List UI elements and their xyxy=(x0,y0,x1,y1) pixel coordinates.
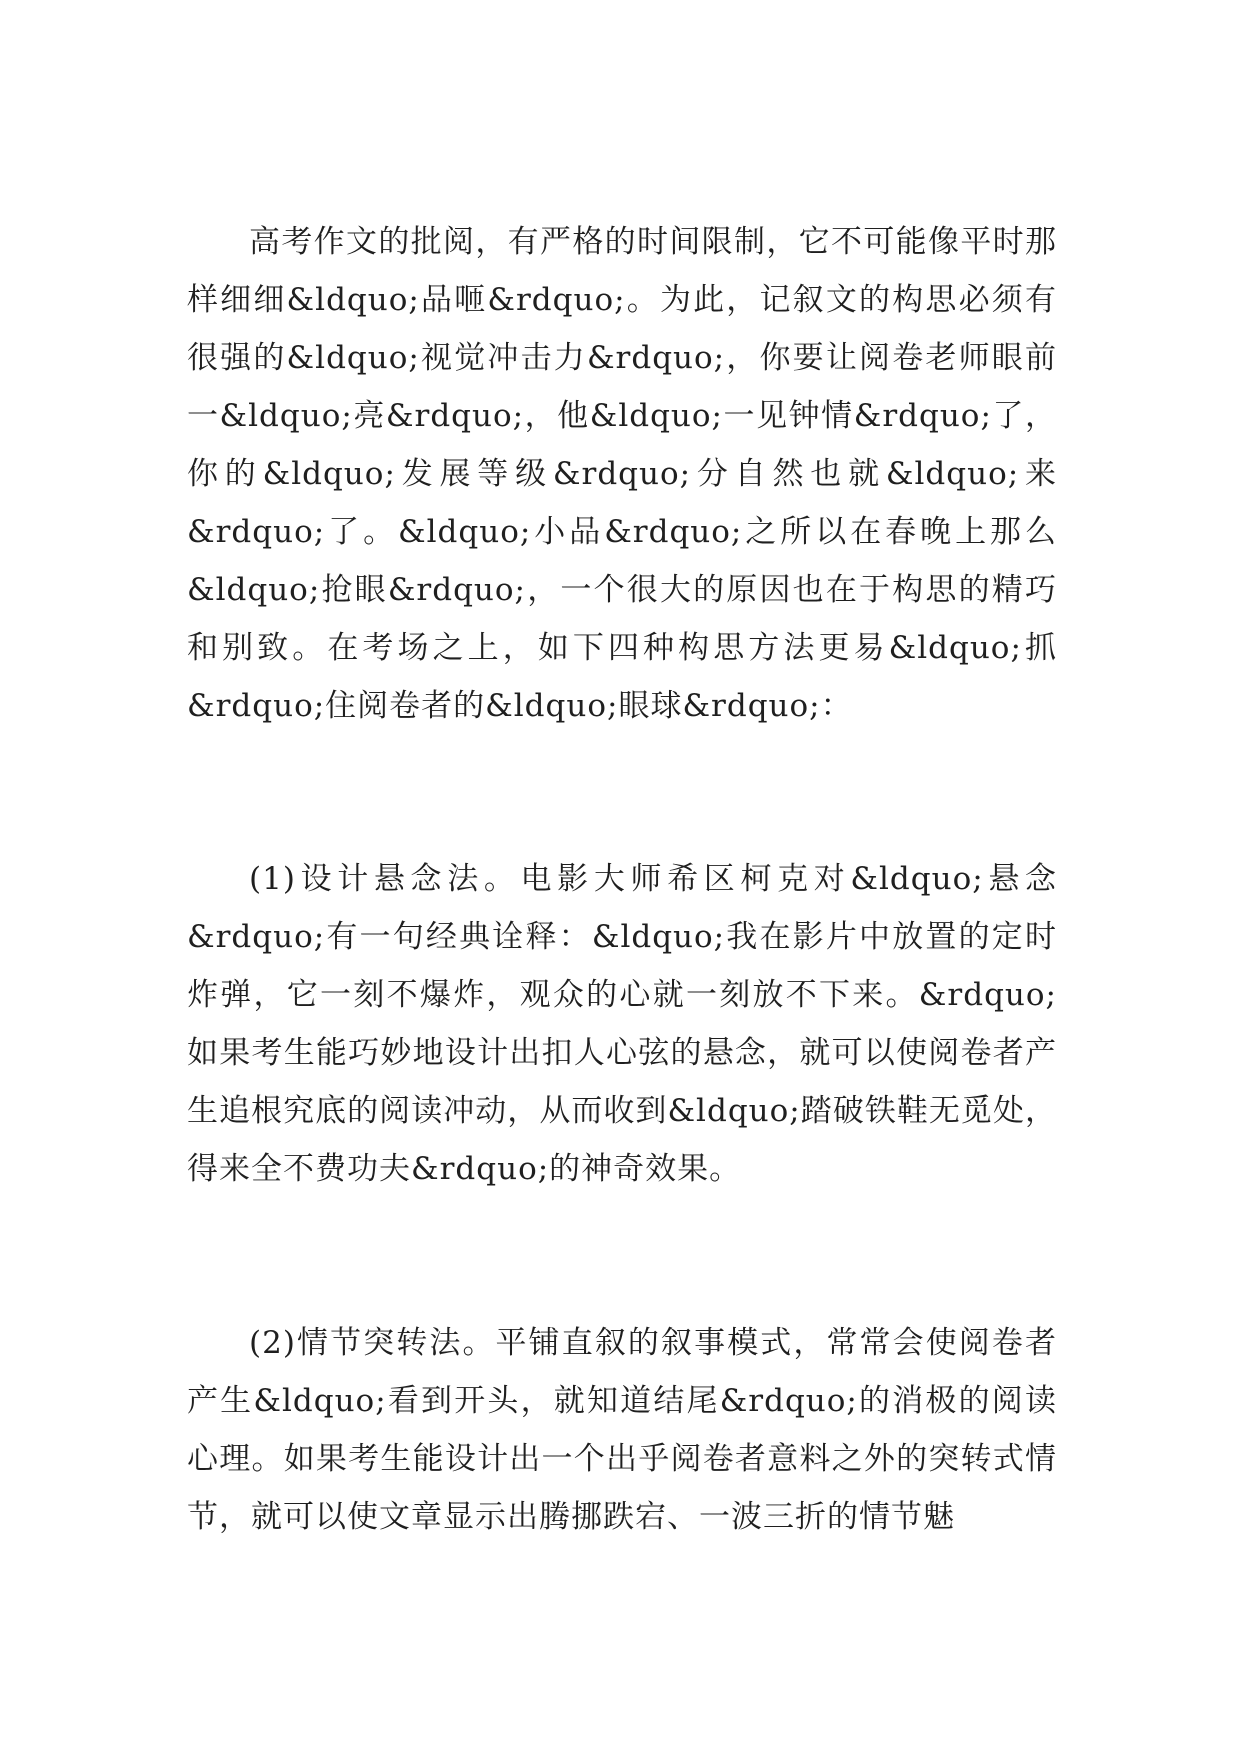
paragraph-intro: 高考作文的批阅，有严格的时间限制，它不可能像平时那样细细&ldquo;品咂&rdquo;。为此，记叙文的构思必须有很强的&ldquo;视觉冲击力&rdquo;，你要让阅卷老师眼前一&ldquo;亮&rdquo;，他&ldquo;一见钟情&rdquo;了，你的&ldquo;发展等级&rdquo;分自然也就&ldquo;来&rdquo;了。&ldquo;小品&rdquo;之所以在春晚上那么&ldquo;抢眼&rdquo;，一个很大的原因也在于构思的精巧和别致。在考场之上，如下四种构思方法更易&ldquo;抓&rdquo;住阅卷者的&ldquo;眼球&rdquo;： xyxy=(187,224,1057,724)
paragraph-suspense-method: (1)设计悬念法。电影大师希区柯克对&ldquo;悬念&rdquo;有一句经典诠释：&ldquo;我在影片中放置的定时炸弹，它一刻不爆炸，观众的心就一刻放不下来。&rdquo;如果考生能巧妙地设计出扣人心弦的悬念，就可以使阅卷者产生追根究底的阅读冲动，从而收到&ldquo;踏破铁鞋无觅处，得来全不费功夫&rdquo;的神奇效果。 xyxy=(187,861,1057,1187)
paragraph-plot-twist-method: (2)情节突转法。平铺直叙的叙事模式，常常会使阅卷者产生&ldquo;看到开头，就知道结尾&rdquo;的消极的阅读心理。如果考生能设计出一个出乎阅卷者意料之外的突转式情节，就可以使文章显示出腾挪跌宕、一波三折的情节魅 xyxy=(187,1325,1057,1535)
document-body xyxy=(187,213,1057,1546)
